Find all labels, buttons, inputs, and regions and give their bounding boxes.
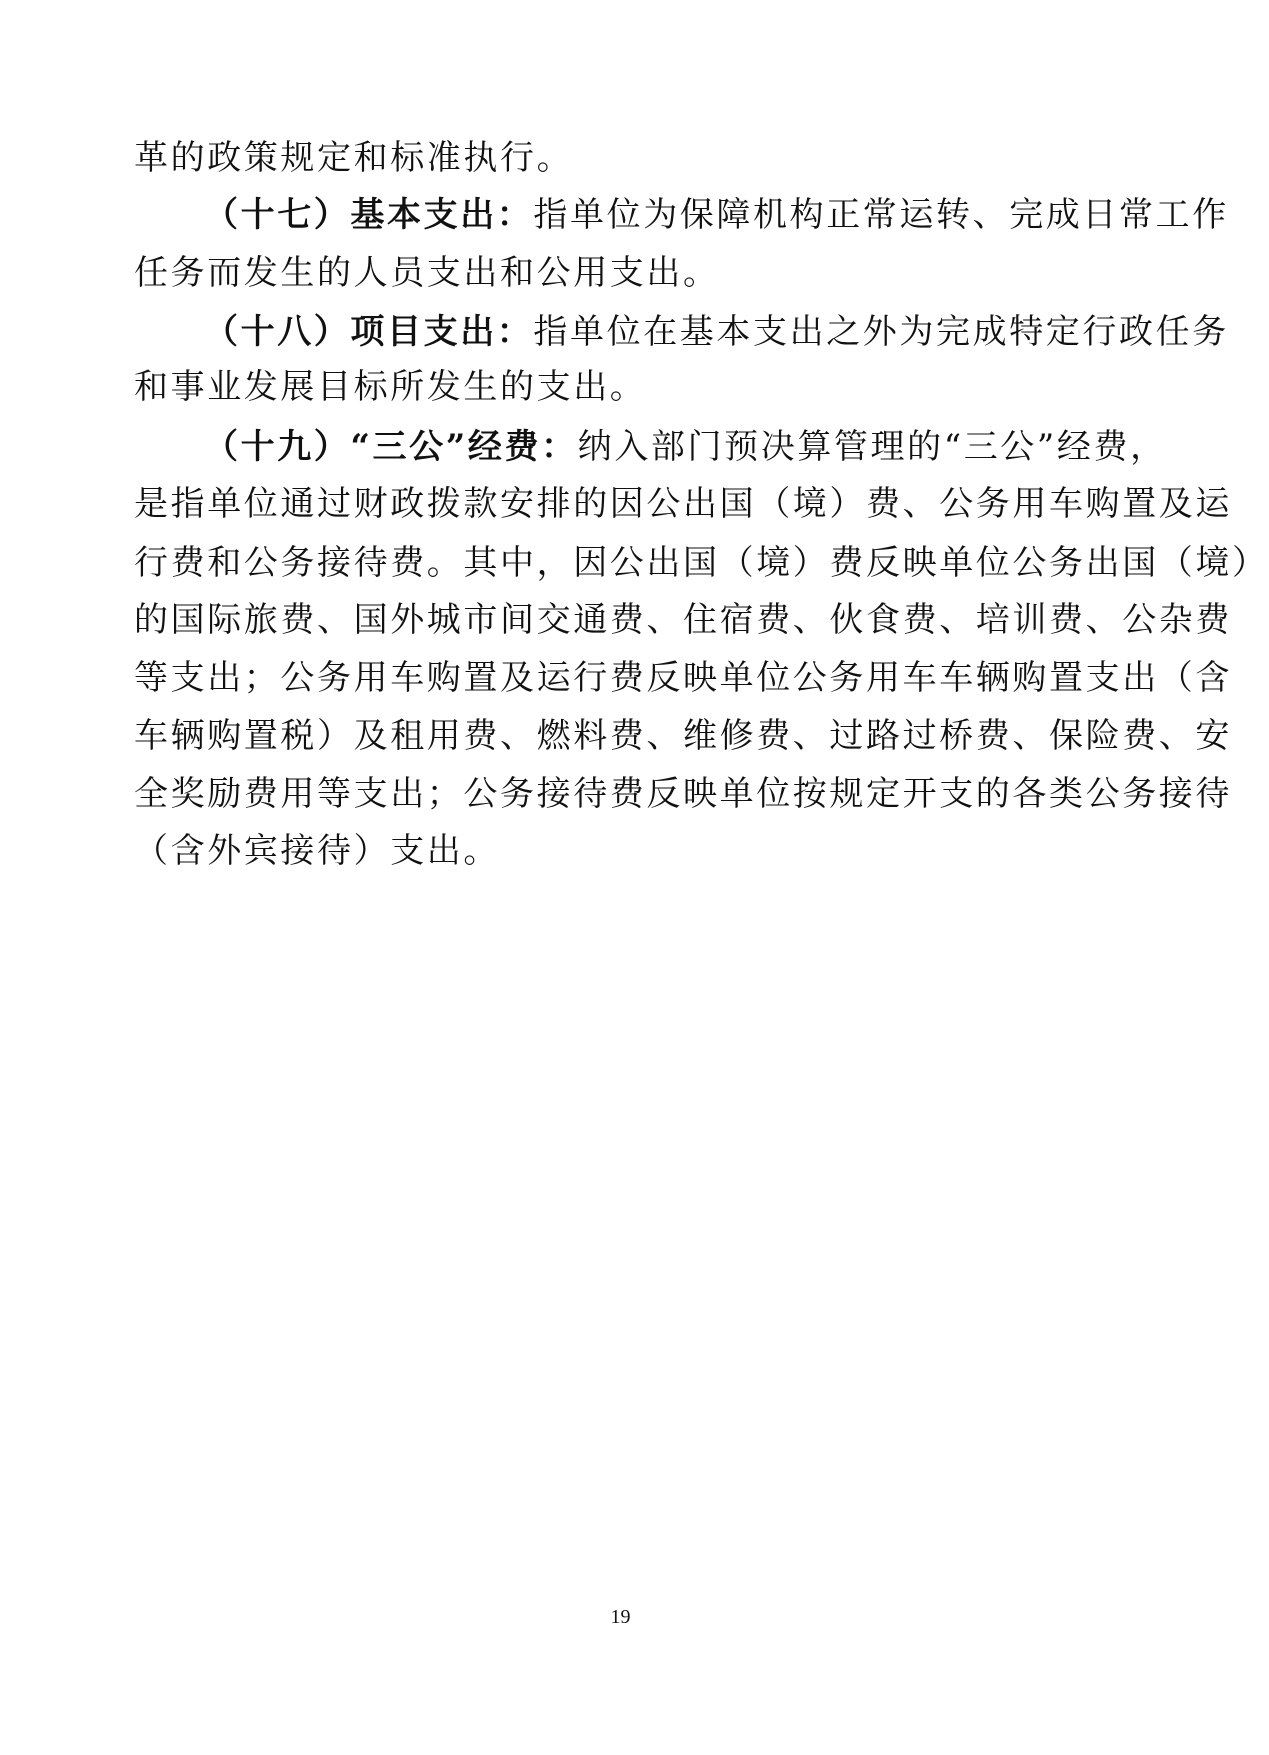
paragraph-19-line-8: （含外宾接待）支出。 <box>134 831 500 871</box>
paragraph-17-line-2: 任务而发生的人员支出和公用支出。 <box>134 253 720 293</box>
paragraph-19-line-4: 的国际旅费、国外城市间交通费、住宿费、伙食费、培训费、公杂费 <box>134 600 1232 640</box>
paragraph-18-line-1 <box>204 302 1229 362</box>
paragraph-19-line-6: 车辆购置税）及租用费、燃料费、维修费、过路过桥费、保险费、安 <box>134 716 1232 756</box>
paragraph-19-line-7: 全奖励费用等支出；公务接待费反映单位按规定开支的各类公务接待 <box>134 774 1232 814</box>
paragraph-17-line-1 <box>204 185 1229 245</box>
paragraph-19-line-2: 是指单位通过财政拨款安排的因公出国（境）费、公务用车购置及运 <box>134 484 1232 524</box>
paragraph-19-heading: （十九）“三公”经费： <box>204 427 578 467</box>
paragraph-19-text: 纳入部门预决算管理的“三公”经费， <box>577 427 1167 467</box>
paragraph-18-text: 指单位在基本支出之外为完成特定行政任务 <box>533 312 1229 352</box>
paragraph-19-line-3: 行费和公务接待费。其中，因公出国（境）费反映单位公务出国（境） <box>134 543 1269 583</box>
paragraph-19-line-1 <box>204 417 1167 477</box>
paragraph-18-line-2: 和事业发展目标所发生的支出。 <box>134 367 647 407</box>
paragraph-17-text: 指单位为保障机构正常运转、完成日常工作 <box>533 195 1229 235</box>
paragraph-19-line-5: 等支出；公务用车购置及运行费反映单位公务用车车辆购置支出（含 <box>134 658 1232 698</box>
paragraph-18-heading: （十八）项目支出： <box>204 312 534 352</box>
paragraph-line: 革的政策规定和标准执行。 <box>134 138 574 178</box>
paragraph-17-heading: （十七）基本支出： <box>204 195 534 235</box>
page-number: 19 <box>610 1606 631 1628</box>
